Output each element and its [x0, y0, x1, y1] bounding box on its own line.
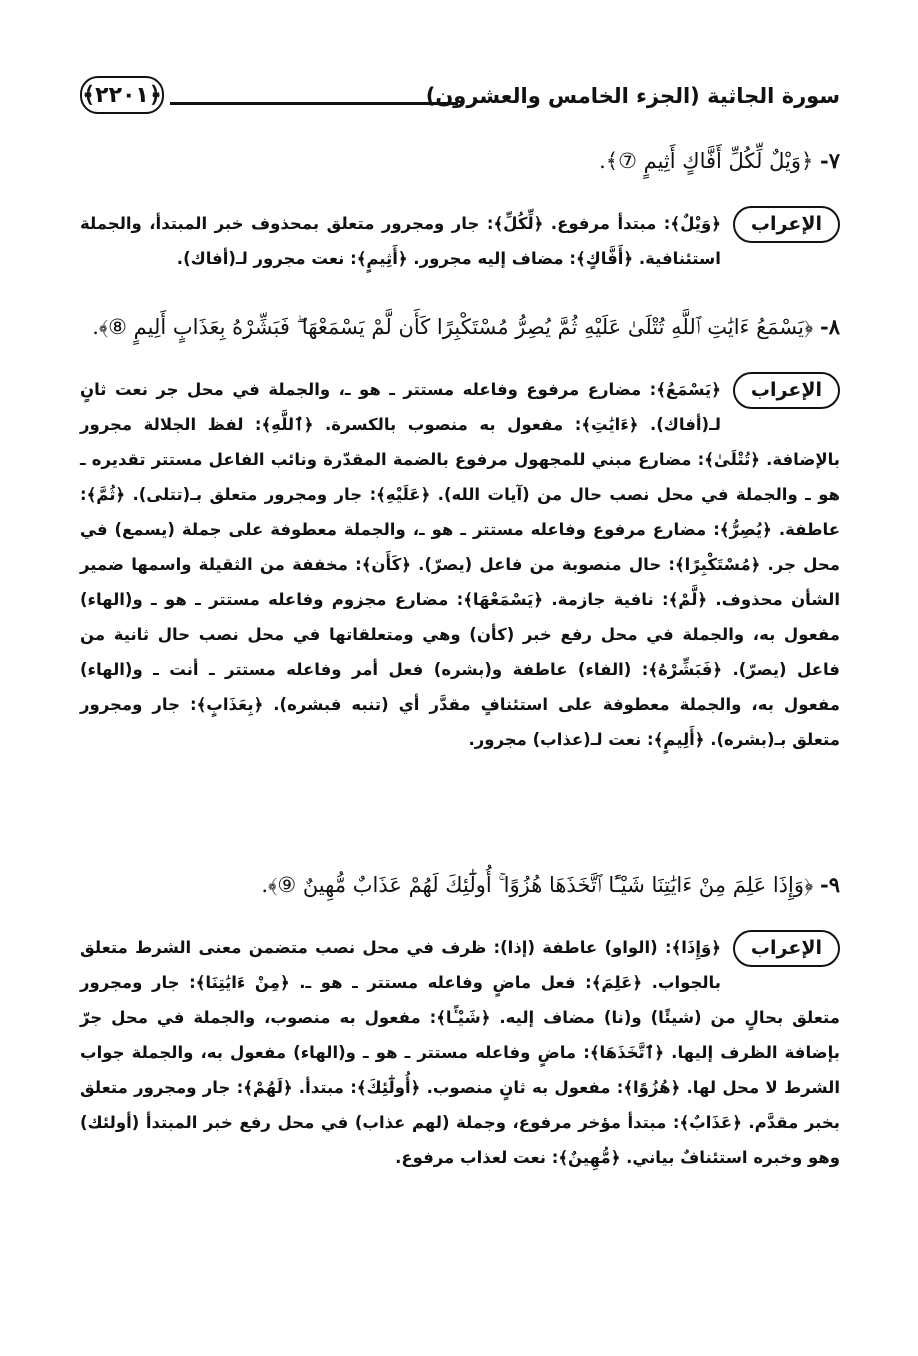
verse-8 — [80, 314, 840, 340]
page-header — [80, 64, 840, 124]
irab-text: ﴿وَإِذَا﴾: (الواو) عاطفة (إذا): ظرف في محل نصب متضمن معنى الشرط متعلق بالجواب. ﴿عَلِمَ﴾: فعل ماضٍ وفاعله مستتر ـ هو ـ. ﴿مِنْ ءَايَٰتِنَا﴾: جار ومجرور متعلق بحالٍ من (شيئًا) و(نا) مضاف إليه. ﴿شَيْـًٔا﴾: مفعول به منصوب، والجملة في محل جرّ بإضافة الظرف إليها. ﴿ٱتَّخَذَهَا﴾: ماضٍ وفاعله مستتر ـ هو ـ و(الهاء) مفعول به، والجملة جواب الشرط لا محل لها. ﴿هُزُوًا﴾: مفعول به ثانٍ منصوب. ﴿أُولَٰٓئِكَ﴾: مبتدأ. ﴿لَهُمْ﴾: جار ومجرور متعلق بخبر مقدَّم. ﴿عَذَابٌ﴾: مبتدأ مؤخر مرفوع، وجملة (لهم عذاب) في محل رفع خبر المبتدأ (أولئك) وهو وخبره استئنافٌ بياني. ﴿مُّهِينٌ﴾: نعت لعذاب مرفوع. — [80, 938, 840, 1167]
irab-section-9 — [80, 930, 840, 1175]
irab-section-7 — [80, 206, 840, 276]
page-number: ﴿٢٢٠١﴾ — [80, 76, 164, 114]
irab-label: الإعراب — [733, 930, 840, 967]
verse-number: ٧- — [820, 148, 840, 173]
irab-label: الإعراب — [733, 206, 840, 243]
irab-section-8 — [80, 372, 840, 757]
surah-title: سورة الجاثية (الجزء الخامس والعشرون) — [425, 84, 840, 108]
irab-label: الإعراب — [733, 372, 840, 409]
verse-text: ﴿يَسْمَعُ ءَايَٰتِ ٱللَّهِ تُتْلَىٰ عَلَيْهِ ثُمَّ يُصِرُّ مُسْتَكْبِرًا كَأَن لَّمْ يَسْمَعْهَا ۖ فَبَشِّرْهُ بِعَذَابٍ أَلِيمٍ ⑧﴾. — [92, 315, 814, 339]
verse-7 — [80, 148, 840, 173]
irab-text: ﴿يَسْمَعُ﴾: مضارع مرفوع وفاعله مستتر ـ هو ـ، والجملة في محل جر نعت ثانٍ لـ(أفاك). ﴿ءَايَٰتِ﴾: مفعول به منصوب بالكسرة. ﴿ٱللَّهِ﴾: لفظ الجلالة مجرور بالإضافة. ﴿تُتْلَىٰ﴾: مضارع مبني للمجهول مرفوع بالضمة المقدّرة ونائب الفاعل مستتر تقديره ـ هو ـ والجملة في محل نصب حال من (آيات الله). ﴿عَلَيْهِ﴾: جار ومجرور متعلق بـ(تتلى). ﴿ثُمَّ﴾: عاطفة. ﴿يُصِرُّ﴾: مضارع مرفوع وفاعله مستتر ـ هو ـ، والجملة معطوفة على جملة (يسمع) في محل جر. ﴿مُسْتَكْبِرًا﴾: حال منصوبة من فاعل (يصرّ). ﴿كَأَن﴾: مخففة من الثقيلة واسمها ضمير الشأن محذوف. ﴿لَّمْ﴾: نافية جازمة. ﴿يَسْمَعْهَا﴾: مضارع مجزوم وفاعله مستتر ـ هو ـ و(الهاء) مفعول به، والجملة في محل رفع خبر (كأن) وهي ومتعلقاتها في محل نصب حال ثانية من فاعل (يصرّ). ﴿فَبَشِّرْهُ﴾: (الفاء) عاطفة و(بشره) فعل أمر وفاعله مستتر ـ أنت ـ و(الهاء) مفعول به، والجملة معطوفة على استئنافٍ مقدَّر أي (تنبه فبشره). ﴿بِعَذَابٍ﴾: جار ومجرور متعلق بـ(بشره). ﴿أَلِيمٍ﴾: نعت لـ(عذاب) مجرور. — [80, 380, 840, 749]
verse-text: ﴿وَإِذَا عَلِمَ مِنْ ءَايَٰتِنَا شَيْـًٔا ٱتَّخَذَهَا هُزُوًا ۚ أُولَٰٓئِكَ لَهُمْ عَذَابٌ مُّهِينٌ ⑨﴾. — [261, 873, 814, 897]
verse-text: ﴿وَيْلٌ لِّكُلِّ أَفَّاكٍ أَثِيمٍ ⑦﴾. — [599, 149, 814, 173]
header-rule — [170, 102, 458, 105]
verse-number: ٨- — [820, 314, 840, 339]
verse-9 — [80, 872, 840, 898]
irab-text: ﴿وَيْلٌ﴾: مبتدأ مرفوع. ﴿لِّكُلِّ﴾: جار ومجرور متعلق بمحذوف خبر المبتدأ، والجملة استئنافية. ﴿أَفَّاكٍ﴾: مضاف إليه مجرور. ﴿أَثِيمٍ﴾: نعت مجرور لـ(أفاك). — [80, 214, 721, 268]
verse-number: ٩- — [820, 872, 840, 897]
